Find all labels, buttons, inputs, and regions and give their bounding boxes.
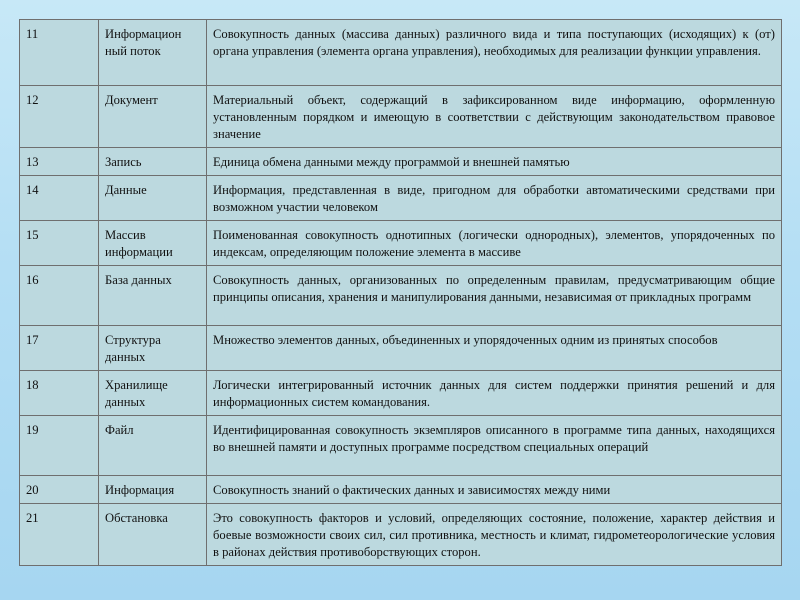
row-number: 18 (20, 371, 99, 416)
row-term: Документ (99, 86, 207, 148)
table-row (20, 20, 782, 86)
row-term: Файл (99, 416, 207, 476)
row-number: 13 (20, 148, 99, 176)
table-row (20, 148, 782, 176)
row-definition: Идентифицированная совокупность экземпляров описанного в программе типа данных, находящихся во внешней памяти и доступных программе посредством специальных операций (207, 416, 782, 476)
table-row (20, 416, 782, 476)
row-definition: Множество элементов данных, объединенных и упорядоченных одним из принятых способов (207, 326, 782, 371)
row-number: 16 (20, 266, 99, 326)
table-row (20, 221, 782, 266)
row-term: База данных (99, 266, 207, 326)
row-term: Хранилище данных (99, 371, 207, 416)
row-number: 19 (20, 416, 99, 476)
row-term: Информация (99, 476, 207, 504)
row-number: 11 (20, 20, 99, 86)
table-row (20, 371, 782, 416)
table-row (20, 326, 782, 371)
row-number: 21 (20, 504, 99, 566)
row-term: Данные (99, 176, 207, 221)
row-definition: Совокупность знаний о фактических данных и зависимостях между ними (207, 476, 782, 504)
table-row (20, 86, 782, 148)
row-number: 12 (20, 86, 99, 148)
row-number: 15 (20, 221, 99, 266)
table-row (20, 504, 782, 566)
row-definition: Единица обмена данными между программой и внешней памятью (207, 148, 782, 176)
row-number: 20 (20, 476, 99, 504)
row-definition: Логически интегрированный источник данных для систем поддержки принятия решений и для информационных систем командования. (207, 371, 782, 416)
row-number: 17 (20, 326, 99, 371)
glossary-body (20, 20, 782, 566)
row-term: Структура данных (99, 326, 207, 371)
row-definition: Совокупность данных, организованных по определенным правилам, предусматривающим общие принципы описания, хранения и манипулирования данными, независимая от прикладных программ (207, 266, 782, 326)
row-definition: Совокупность данных (массива данных) различного вида и типа поступающих (исходящих) к (от) органа управления (элемента органа управления), необходимых для реализации функции управления. (207, 20, 782, 86)
row-number: 14 (20, 176, 99, 221)
table-row (20, 476, 782, 504)
row-term: Массив информации (99, 221, 207, 266)
row-term: Информацион ный поток (99, 20, 207, 86)
row-term: Запись (99, 148, 207, 176)
table-row (20, 266, 782, 326)
row-term: Обстановка (99, 504, 207, 566)
row-definition: Информация, представленная в виде, пригодном для обработки автоматическими средствами при возможном участии человеком (207, 176, 782, 221)
glossary-table (19, 19, 782, 566)
row-definition: Поименованная совокупность однотипных (логически однородных), элементов, упорядоченных по индексам, определяющим положение элемента в массиве (207, 221, 782, 266)
row-definition: Материальный объект, содержащий в зафиксированном виде информацию, оформленную установленным порядком и имеющую в соответствии с действующим законодательством правовое значение (207, 86, 782, 148)
table-row (20, 176, 782, 221)
row-definition: Это совокупность факторов и условий, определяющих состояние, положение, характер действия и боевые возможности своих сил, сил противника, местность и климат, гидрометеорологические условия в районах действия противоборствующих сторон. (207, 504, 782, 566)
